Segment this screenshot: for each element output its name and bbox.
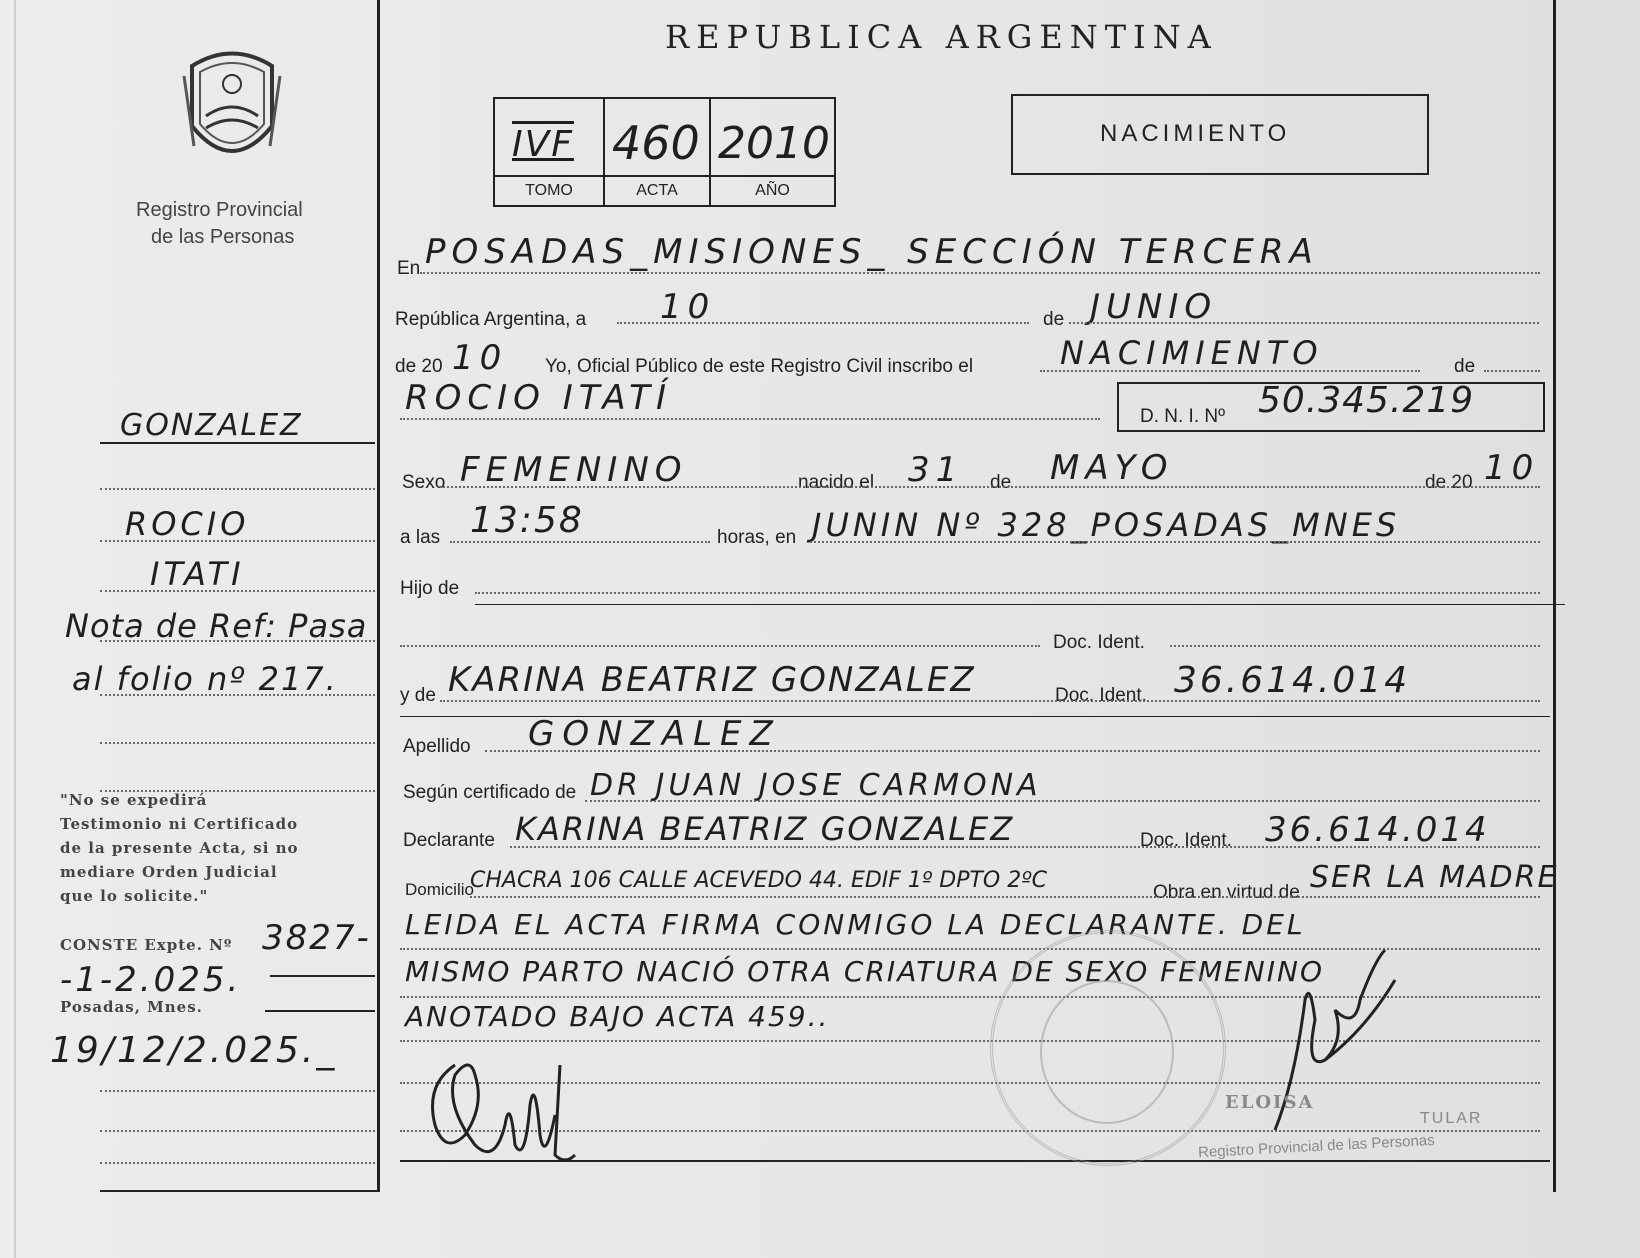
label-sexo: Sexo bbox=[402, 472, 446, 493]
label-horas: horas, en bbox=[717, 527, 797, 548]
value-nac-dia: 31 bbox=[908, 450, 964, 490]
margin-nombre-1: ROCIO bbox=[125, 505, 250, 543]
conste-label: CONSTE Expte. Nº bbox=[60, 936, 233, 954]
tomo-label: TOMO bbox=[525, 182, 573, 199]
value-sexo: FEMENINO bbox=[460, 450, 688, 490]
margin-nombre-2: ITATI bbox=[150, 555, 245, 593]
value-declarante: KARINA BEATRIZ GONZALEZ bbox=[515, 810, 1015, 848]
label-y-de: y de bbox=[400, 685, 436, 706]
left-page-edge bbox=[14, 0, 16, 1258]
margin-apellido: GONZALEZ bbox=[120, 408, 303, 443]
label-declarante: Declarante bbox=[403, 830, 495, 851]
column-divider bbox=[377, 0, 380, 1192]
legal-note bbox=[60, 788, 299, 908]
margin-fecha: 19/12/2.025._ bbox=[50, 1030, 338, 1071]
value-observacion-1: LEIDA EL ACTA FIRMA CONMIGO LA DECLARANTE. DEL bbox=[405, 908, 1306, 941]
label-republica: República Argentina, a bbox=[395, 309, 587, 330]
value-domicilio: CHACRA 106 CALLE ACEVEDO 44. EDIF 1º DPTO 2ºC bbox=[470, 868, 1047, 893]
label-domicilio: Domicilio bbox=[405, 880, 474, 899]
stamp-org: Registro Provincial de las Personas bbox=[1197, 1131, 1436, 1162]
registry-name-line1: Registro Provincial bbox=[136, 199, 303, 221]
value-nombre: ROCIO ITATÍ bbox=[405, 378, 672, 418]
value-declarante-doc: 36.614.014 bbox=[1265, 810, 1490, 850]
label-obra: Obra en virtud de bbox=[1153, 882, 1300, 903]
legal-line-4: mediare Orden Judicial bbox=[60, 863, 278, 881]
registry-stamp-inner bbox=[1040, 980, 1174, 1124]
value-mes: JUNIO bbox=[1090, 287, 1218, 327]
label-doc-ident-madre: Doc. Ident. bbox=[1055, 685, 1147, 706]
margin-nota-1: Nota de Ref: Pasa bbox=[65, 607, 368, 645]
acta-label: ACTA bbox=[636, 182, 678, 199]
label-nacido: nacido el bbox=[798, 472, 875, 493]
label-de20: de 20 bbox=[395, 356, 443, 377]
posadas-label: Posadas, Mnes. bbox=[60, 998, 203, 1016]
anio-label: AÑO bbox=[755, 182, 790, 199]
label-segun: Según certificado de bbox=[403, 782, 577, 803]
label-de-mes: de bbox=[1043, 309, 1065, 330]
value-inscribe: NACIMIENTO bbox=[1060, 334, 1324, 372]
label-doc-ident-padre: Doc. Ident. bbox=[1053, 632, 1145, 653]
margin-expte-2: -1-2.025. bbox=[60, 960, 242, 1000]
value-anio: 10 bbox=[452, 338, 508, 378]
act-type: NACIMIENTO bbox=[1100, 120, 1291, 147]
value-observacion-2: MISMO PARTO NACIÓ OTRA CRIATURA DE SEXO FEMENINO bbox=[405, 955, 1324, 988]
label-de-nac-mes: de bbox=[990, 472, 1012, 493]
declarant-signature-icon bbox=[415, 1045, 595, 1175]
value-lugar: POSADAS_MISIONES_ SECCIÓN TERCERA bbox=[425, 232, 1319, 272]
right-border bbox=[1553, 0, 1556, 1192]
value-nac-mes: MAYO bbox=[1050, 448, 1174, 488]
value-dia: 10 bbox=[660, 287, 716, 327]
registry-name-line2: de las Personas bbox=[151, 226, 295, 248]
label-a-las: a las bbox=[400, 527, 441, 548]
value-nac-anio: 10 bbox=[1484, 448, 1540, 488]
value-medico: DR JUAN JOSE CARMONA bbox=[590, 768, 1042, 803]
legal-line-3: de la presente Acta, si no bbox=[60, 839, 299, 857]
label-dni: D. N. I. Nº bbox=[1140, 406, 1226, 427]
label-de20-nac: de 20 bbox=[1425, 472, 1473, 493]
margin-expte: 3827- bbox=[262, 918, 371, 958]
stamp-name: ELOISA bbox=[1225, 1092, 1315, 1113]
value-obra: SER LA MADRE bbox=[1310, 860, 1559, 895]
tomo-value: IVF bbox=[512, 124, 574, 165]
label-de-nombre: de bbox=[1454, 356, 1476, 377]
legal-line-1: "No se expedirá bbox=[60, 791, 208, 809]
label-hijo-de: Hijo de bbox=[400, 578, 460, 599]
country-title: REPUBLICA ARGENTINA bbox=[665, 18, 1218, 56]
value-observacion-3: ANOTADO BAJO ACTA 459.. bbox=[405, 1000, 830, 1033]
legal-line-2: Testimonio ni Certificado bbox=[60, 815, 299, 833]
acta-value: 460 bbox=[612, 116, 700, 170]
label-yo-oficial: Yo, Oficial Público de este Registro Civil inscribo el bbox=[545, 356, 974, 377]
legal-line-5: que lo solicite." bbox=[60, 887, 209, 905]
anio-value: 2010 bbox=[718, 118, 830, 169]
label-doc-ident-declarante: Doc. Ident. bbox=[1140, 830, 1232, 851]
value-lugar-nac: JUNIN Nº 328_POSADAS_MNES bbox=[812, 506, 1401, 544]
value-madre-doc: 36.614.014 bbox=[1174, 660, 1411, 701]
stamp-title: TULAR bbox=[1420, 1110, 1483, 1127]
margin-nota-2: al folio nº 217. bbox=[72, 660, 338, 698]
value-dni: 50.345.219 bbox=[1258, 380, 1475, 421]
label-apellido: Apellido bbox=[403, 736, 471, 757]
label-en: En bbox=[397, 258, 421, 279]
value-hora: 13:58 bbox=[470, 500, 584, 541]
province-seal-icon bbox=[172, 46, 292, 172]
value-apellido: GONZALEZ bbox=[528, 714, 781, 754]
value-madre: KARINA BEATRIZ GONZALEZ bbox=[448, 660, 976, 700]
